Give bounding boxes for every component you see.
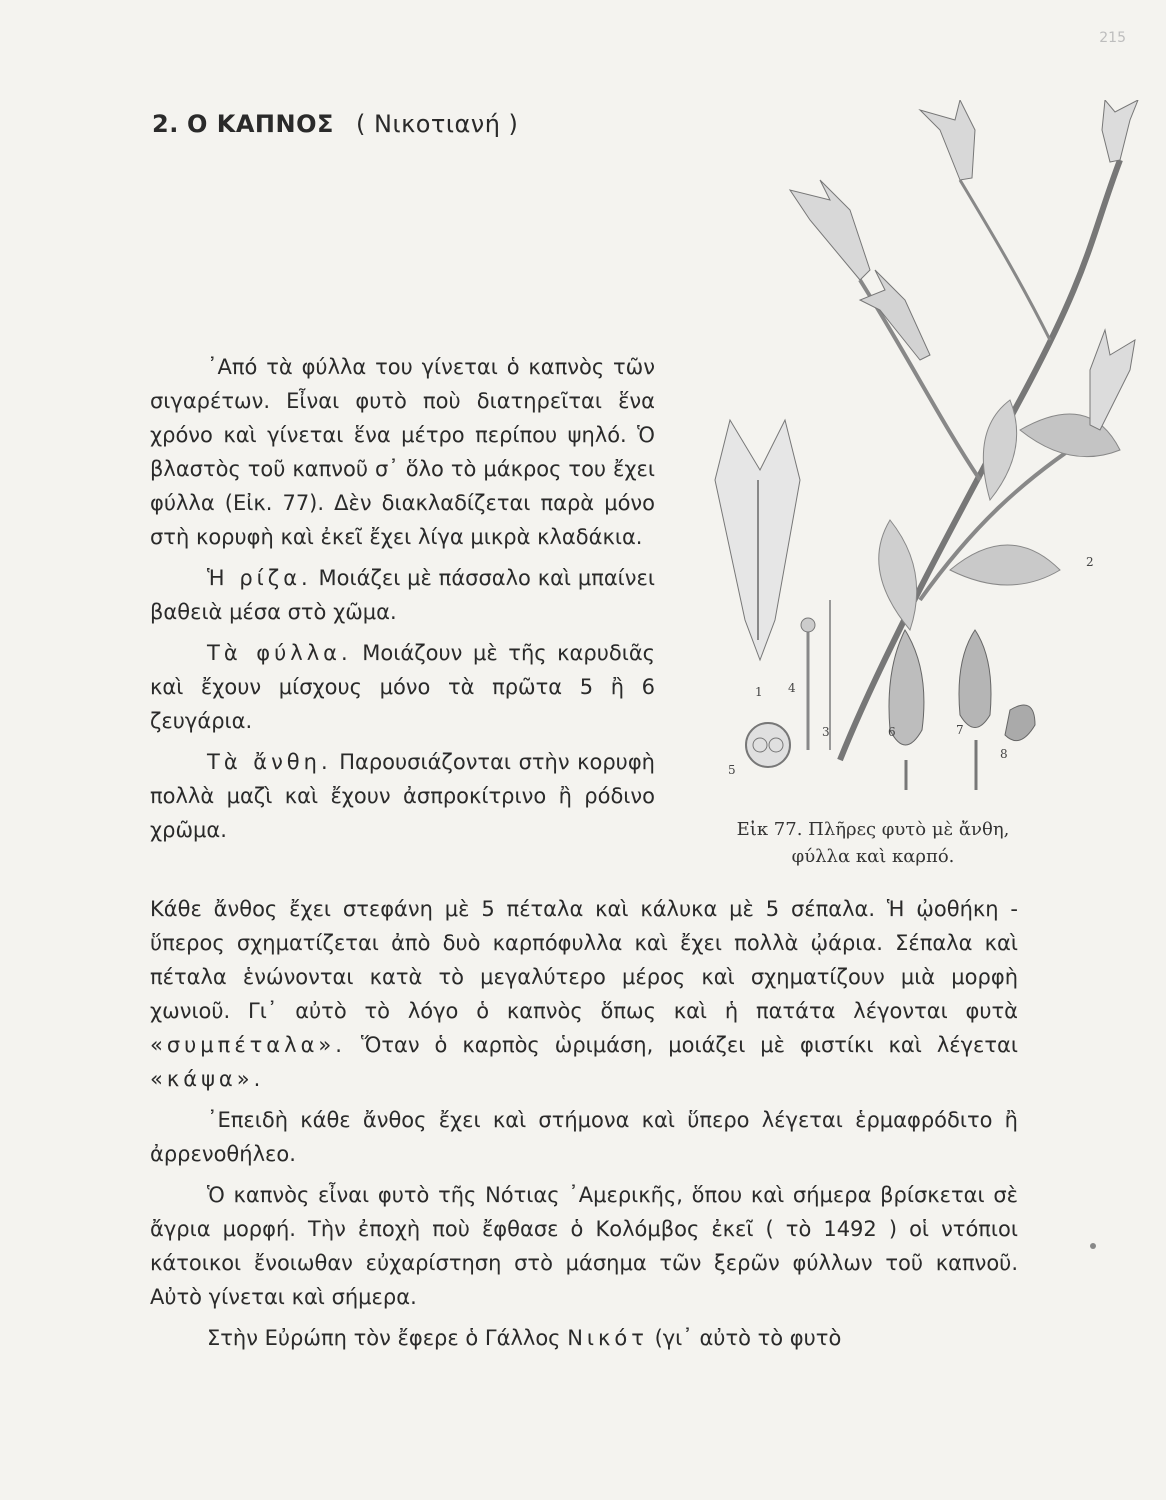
europe-text-end: (γι᾿ αὐτὸ τὸ φυτὸ xyxy=(654,1326,842,1350)
figure-label: 2 xyxy=(1086,555,1094,569)
term-kapsa: «κάψα». xyxy=(150,1067,265,1091)
origin-paragraph: Ὁ καπνὸς εἶναι φυτὸ τῆς Νότιας ᾿Αμερικῆς, ὅπου καὶ σήμερα βρίσκεται σὲ ἄγρια μορφή. Τὴν ἐποχὴ ποὺ ἔφθασε ὁ Κολόμβος ἐκεῖ ( τὸ 1492 ) οἱ ντόπιοι κάτοικοι ἔνοιωθαν εὐχαρίστηση στὸ μάσημα τῶν ξερῶν φύλλων τοῦ καπνοῦ. Αὐτὸ γίνεται καὶ σήμερα. xyxy=(150,1183,1018,1309)
leaf-shape xyxy=(950,545,1060,585)
seed-drawing xyxy=(1005,705,1035,741)
title-name: Ο ΚΑΠΝΟΣ xyxy=(186,110,334,138)
figure-label: 8 xyxy=(1000,747,1008,761)
figure-caption: Εἰκ 77. Πλῆρες φυτὸ μὲ ἄνθη, φύλλα καὶ καρπό. xyxy=(736,819,1010,867)
figure-label: 1 xyxy=(755,685,763,699)
flower-shape xyxy=(920,100,975,180)
tobacco-plant-illustration xyxy=(690,100,1140,820)
figure-label: 7 xyxy=(956,723,964,737)
flowers-text-after: Ὅταν ὁ καρπὸς ὡριμάση, μοιάζει μὲ φιστίκι καὶ λέγεται xyxy=(360,1033,1018,1057)
flowers-text-cont: Κάθε ἄνθος ἔχει στεφάνη μὲ 5 πέταλα καὶ κάλυκα μὲ 5 σέπαλα. Ἡ ᾠοθήκη - ὕπερος σχηματίζεται ἀπὸ δυὸ καρπόφυλλα καὶ ἔχει πολλὰ ᾠάρια. Σέπαλα καὶ πέταλα ἑνώνονται κατὰ τὸ μεγαλύτερο μέρος καὶ σχηματίζουν μιὰ μορφὴ χωνιοῦ. Γι᾿ αὐτὸ τὸ λόγο ὁ καπνὸς ὅπως καὶ ἡ πατάτα λέγονται φυτὰ xyxy=(150,897,1018,1023)
figure-label: 6 xyxy=(888,725,896,739)
flower-shape xyxy=(1090,330,1135,430)
leaves-heading: Τὰ φύλλα. xyxy=(207,641,352,665)
flowers-text-start: Παρουσιάζονται στὴν κορυφὴ πολλὰ μαζὶ καὶ ἔχουν ἀσπροκίτρινο ἢ ρόδινο χρῶμα. xyxy=(150,750,655,842)
flower-shape xyxy=(790,180,870,280)
title-number: 2. xyxy=(152,110,179,138)
flowers-heading: Τὰ ἄνθη. xyxy=(207,750,332,774)
flower-shape xyxy=(860,270,930,360)
europe-text-start: Στὴν Εὐρώπη τὸν ἔφερε ὁ Γάλλος xyxy=(207,1326,561,1350)
flowers-paragraph-start xyxy=(150,745,655,847)
term-sympetala: «συμπέταλα». xyxy=(150,1033,346,1057)
leaves-paragraph xyxy=(150,636,655,738)
plant-branch xyxy=(860,280,980,480)
flower-shape xyxy=(1102,100,1138,162)
left-column-text xyxy=(150,350,655,847)
figure-label: 5 xyxy=(728,763,736,777)
section-title xyxy=(152,110,518,138)
root-paragraph xyxy=(150,561,655,629)
figure-label: 4 xyxy=(788,681,796,695)
plant-branch xyxy=(960,180,1050,340)
capsule-drawing xyxy=(959,630,991,728)
figure-label: 3 xyxy=(822,725,830,739)
europe-paragraph xyxy=(150,1321,1018,1355)
intro-paragraph: ᾿Από τὰ φύλλα του γίνεται ὁ καπνὸς τῶν σιγαρέτων. Εἶναι φυτὸ ποὺ διατηρεῖται ἕνα χρόνο καὶ γίνεται ἕνα μέτρο περίπου ψηλό. Ὁ βλαστὸς τοῦ καπνοῦ σ᾿ ὅλο τὸ μάκρος του ἔχει φύλλα (Εἰκ. 77). Δὲν διακλαδίζεται παρὰ μόνο στὴ κορυφὴ καὶ ἐκεῖ ἔχει λίγα μικρὰ κλαδάκια. xyxy=(150,355,655,549)
root-text: Μοιάζει μὲ πάσσαλο καὶ μπαίνει βαθειὰ μέσα στὸ χῶμα. xyxy=(150,566,655,624)
root-heading: Ἡ ρίζα. xyxy=(207,566,312,590)
title-subtitle: ( Νικοτιανή ) xyxy=(356,110,519,138)
leaf-shape xyxy=(983,400,1016,500)
page-number: 215 xyxy=(1099,30,1126,46)
leaves-text: Μοιάζουν μὲ τῆς καρυδιᾶς καὶ ἔχουν μίσχους μόνο τὰ πρῶτα 5 ἢ 6 ζευγάρια. xyxy=(150,641,656,733)
full-width-text xyxy=(150,892,1018,1355)
flowers-paragraph-continued xyxy=(150,892,1018,1096)
leaf-shape xyxy=(879,520,917,630)
europe-name: Νικότ xyxy=(567,1326,648,1350)
page-mark xyxy=(1090,1243,1096,1249)
hermaphrodite-paragraph: ᾿Επειδὴ κάθε ἄνθος ἔχει καὶ στήμονα καὶ ὕπερο λέγεται ἑρμαφρόδιτο ἢ ἀρρενοθήλεο. xyxy=(150,1108,1018,1166)
